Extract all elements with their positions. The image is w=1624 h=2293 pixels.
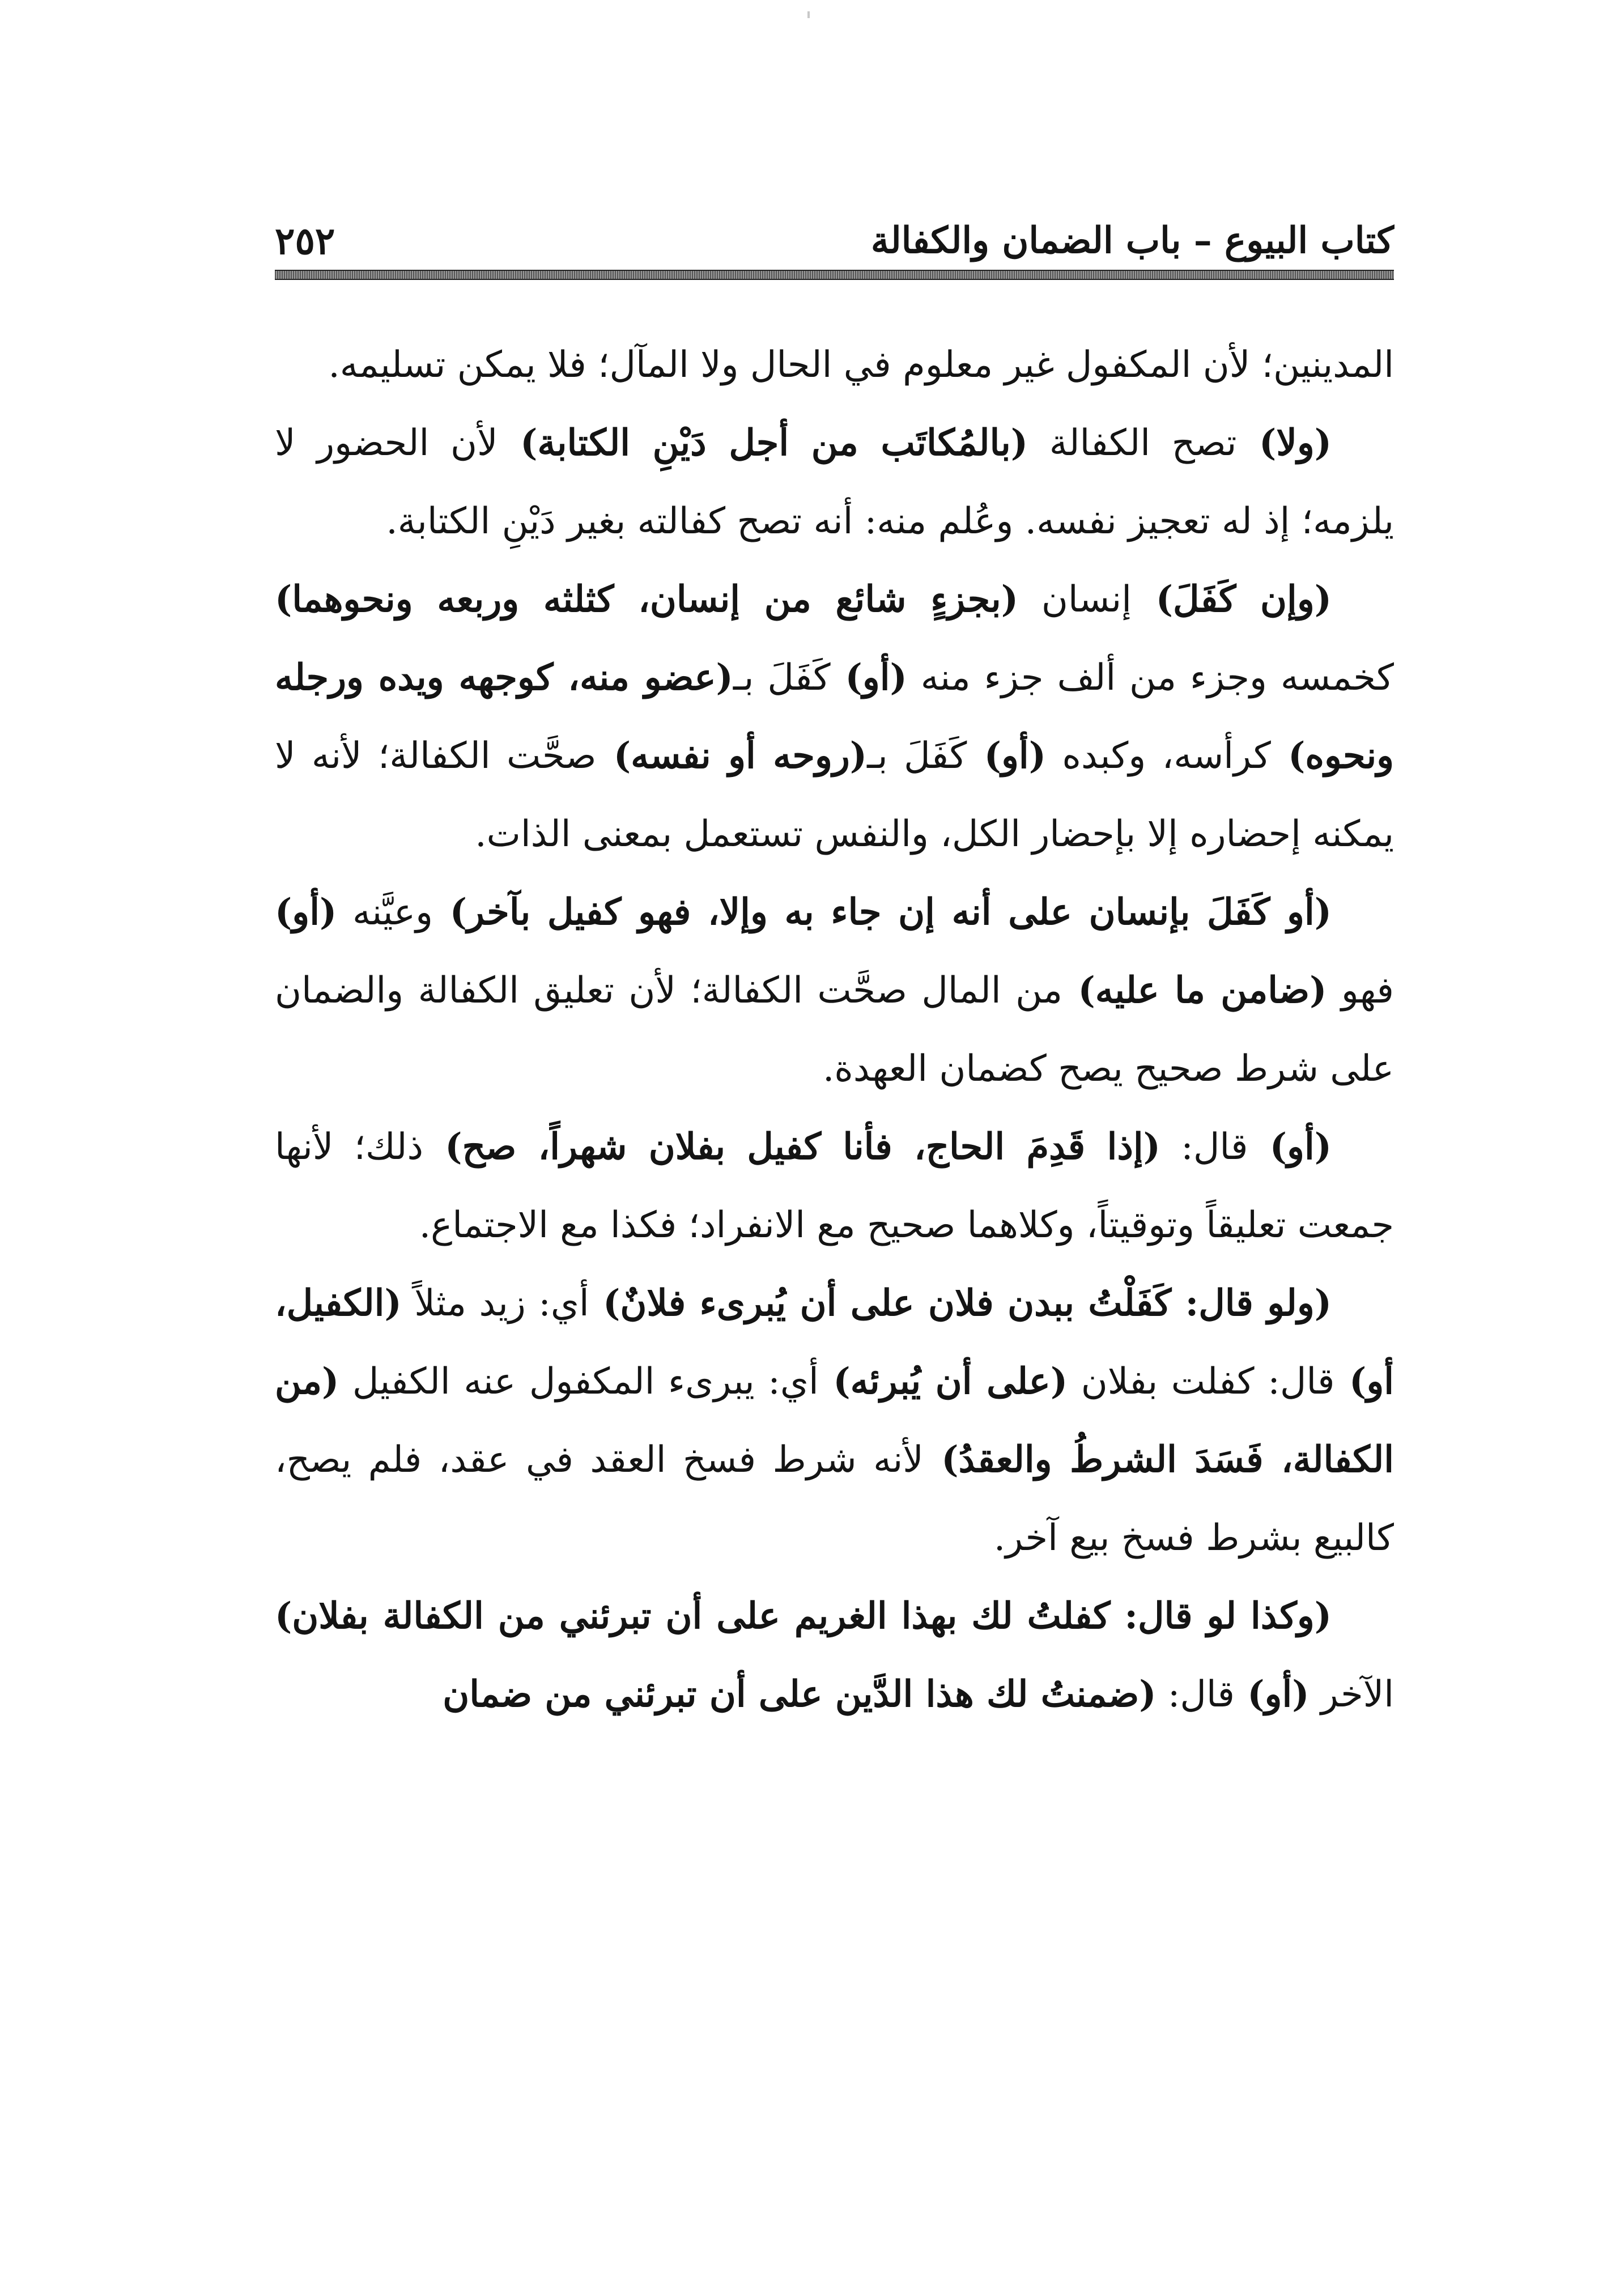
running-title: كتاب البيوع – باب الضمان والكفالة bbox=[870, 219, 1394, 262]
text-segment: الآخر bbox=[1309, 1674, 1394, 1715]
bold-text-segment: (بجزءٍ شائع من إنسان، كثلثه وربعه ونحوهما) bbox=[275, 578, 1019, 621]
bold-text-segment: (روحه أو نفسه) bbox=[596, 734, 868, 777]
page-number: ٢٥٢ bbox=[275, 219, 335, 263]
paragraph bbox=[275, 560, 1394, 873]
bold-text-segment: (أو) bbox=[830, 656, 907, 699]
text-segment: ذلك؛ لأنها جمعت تعليقاً وتوقيتاً، وكلاهما صحيح مع الانفراد؛ فكذا مع الاجتماع. bbox=[275, 1126, 1394, 1246]
paragraph bbox=[275, 404, 1394, 560]
text-segment: كَفَلَ بـ bbox=[733, 657, 831, 699]
bold-text-segment: (وكذا لو قال: كفلتُ لك بهذا الغريم على أن تبرئني من الكفالة بفلان) bbox=[275, 1595, 1332, 1637]
body-text bbox=[275, 326, 1394, 1734]
text-segment: كرأسه، وكبده bbox=[1046, 735, 1271, 777]
text-segment: تصح الكفالة bbox=[1028, 422, 1237, 464]
text-segment: فهو bbox=[1327, 970, 1395, 1012]
bold-text-segment: (ولو قال: كَفَلْتُ ببدن فلان على أن يُبرىء فلانٌ) bbox=[589, 1282, 1332, 1324]
paragraph bbox=[275, 1108, 1394, 1264]
paragraph bbox=[275, 873, 1394, 1108]
bold-text-segment: (أو) bbox=[275, 891, 337, 933]
text-segment: قال: bbox=[1156, 1674, 1235, 1715]
text-segment: صحَّت الكفالة؛ لأنه لا يمكنه إحضاره إلا بإحضار الكل، والنفس تستعمل بمعنى الذات. bbox=[275, 735, 1394, 855]
bold-text-segment: (عضو منه، كوجهه ويده ورجله ونحوه) bbox=[275, 656, 1395, 777]
bold-text-segment: (أو) bbox=[967, 734, 1046, 777]
text-segment: قال: bbox=[1160, 1126, 1248, 1168]
header-rule bbox=[275, 270, 1394, 280]
bold-text-segment: (أو) bbox=[1234, 1673, 1310, 1715]
bold-text-segment: (من الكفالة، فَسَدَ الشرطُ والعقدُ) bbox=[275, 1360, 1395, 1481]
text-segment: أي: زيد مثلاً bbox=[401, 1283, 589, 1324]
text-segment: لأن الحضور لا يلزمه؛ إذ له تعجيز نفسه. وعُلم منه: أنه تصح كفالته بغير دَيْنِ الكتابة. bbox=[275, 422, 1394, 542]
text-segment: لأنه شرط فسخ العقد في عقد، فلم يصح، كالبيع بشرط فسخ بيع آخر. bbox=[275, 1439, 1394, 1559]
bold-text-segment: (على أن يُبرئه) bbox=[818, 1360, 1068, 1403]
bold-text-segment: (ولا) bbox=[1236, 422, 1332, 464]
text-segment: كخمسه وجزء من ألف جزء منه bbox=[907, 657, 1395, 699]
page-header bbox=[275, 215, 1394, 266]
bold-text-segment: (ضامن ما عليه) bbox=[1062, 969, 1327, 1012]
text-segment: من المال صحَّت الكفالة؛ لأن تعليق الكفالة والضمان على شرط صحيح يصح كضمان العهدة. bbox=[275, 970, 1394, 1090]
paragraph bbox=[275, 326, 1394, 404]
bold-text-segment: (أو) bbox=[1248, 1126, 1332, 1168]
bold-text-segment: (إذا قَدِمَ الحاج، فأنا كفيل بفلان شهراً، صح) bbox=[423, 1126, 1160, 1168]
text-segment: المدينين؛ لأن المكفول غير معلوم في الحال ولا المآل؛ فلا يمكن تسليمه. bbox=[328, 344, 1394, 386]
text-segment: إنسان bbox=[1018, 579, 1132, 621]
text-segment: وعيَّنه bbox=[337, 891, 433, 933]
paragraph bbox=[275, 1577, 1394, 1734]
bold-text-segment: (بالمُكاتَب من أجل دَيْنِ الكتابة) bbox=[498, 422, 1028, 464]
bold-text-segment: (ضمنتُ لك هذا الدَّين على أن تبرئني من ضمان bbox=[443, 1673, 1157, 1715]
paragraph bbox=[275, 1264, 1394, 1577]
bold-text-segment: (وإن كَفَلَ) bbox=[1132, 578, 1332, 621]
text-segment: أي: يبرىء المكفول عنه الكفيل bbox=[339, 1361, 819, 1403]
scan-mark bbox=[807, 11, 810, 18]
bold-text-segment: (الكفيل، أو) bbox=[275, 1282, 1395, 1403]
text-segment: قال: كفلت بفلان bbox=[1068, 1361, 1335, 1403]
text-segment: كَفَلَ بـ bbox=[867, 735, 967, 777]
bold-text-segment: (أو كَفَلَ بإنسان على أنه إن جاء به وإلا، فهو كفيل بآخر) bbox=[433, 891, 1332, 933]
